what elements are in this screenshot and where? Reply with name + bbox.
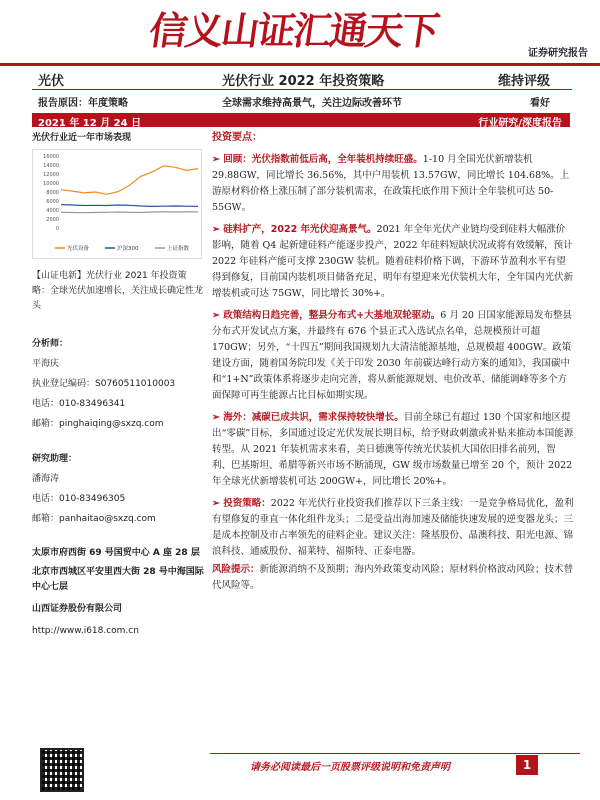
company-name: 山西证券股份有限公司 — [32, 604, 123, 614]
related-report: 【山证电新】光伏行业 2021 年投资策略：全球光伏加速增长，关注成长确定性龙头 — [32, 271, 204, 311]
series-line-沪深300 — [61, 205, 198, 207]
sector-label: 光伏 — [38, 74, 65, 89]
risk-body: 新能源消纳不及预期；海内外政策变动风险；原材料价格波动风险；技术替代风险等。 — [212, 564, 574, 591]
date-band — [32, 113, 570, 127]
rating-label: 维持评级 — [498, 74, 551, 89]
y-tick-label: 10000 — [43, 181, 59, 187]
analyst-name: 平海庆 — [32, 359, 60, 369]
report-date: 2021 年 12 月 24 日 — [38, 118, 142, 129]
report-subtitle: 全球需求维持高景气，关注边际改善环节 — [222, 98, 402, 109]
point-body: 1-10 月全国光伏新增装机 29.88GW，同比增长 36.56%，其中户用装机 13.57GW，同比增长 104.68%。上游原材料价格上涨压制了部分装机需求，在政策托底作用下预计全年装机可达 50-55GW。 — [212, 154, 570, 213]
point-head: 硅料扩产，2022 年光伏迎高景气。 — [223, 224, 377, 235]
point-body: 2022 年光伏行业投资我们推荐以下三条主线：一是竞争格局优化，盈利有望修复的垂直一体化组件龙头；二是受益出海加速及储能快速发展的逆变器龙头；三是成本控制及市占率领先的硅料企业。建议关注：隆基股份、晶澳科技、阳光电源、锦浪科技、通威股份、福莱特、福斯特、正泰电器。 — [212, 498, 574, 557]
point-overseas: ➢ 海外：减碳已成共识，需求保持较快增长。目前全球已有超过 130 个国家和地区提出“零碳”目标，多国通过设定光伏发展长期目标，给予财政刺激或补贴来推动本国能源转型。从 2021 年装机需求来看，美日德澳等传统光伏装机大国依旧排名前列，智利、巴基斯坦、希腊等新兴市场不断涌现，GW 级市场数量已增至 20 个，预计 2022 年全球光伏新增装机可达 200GW+，同比增长 20%+。 — [212, 412, 574, 487]
point-policy: ➢ 政策结构日趋完善，整县分布式+大基地双轮驱动。6 月 20 日国家能源局发布整县分布式开发试点方案，并最终有 676 个县正式入选试点名单，总规模预计可超 170GW；另外，“十四五”期间我国规划九大清洁能源基地，总规模超 400GW。政策建设方面，随着国务院印发《关于印发 2030 年前碳达峰行动方案的通知》，我国碳中和“1+N”政策体系将逐步走向完善，将从新能源规划、电价改革、储能调峰等多个方面保障可再生能源占比目标如期实现。 — [212, 310, 572, 401]
point-strategy: ➢ 投资策略：2022 年光伏行业投资我们推荐以下三条主线：一是竞争格局优化，盈利有望修复的垂直一体化组件龙头；二是受益出海加速及储能快速发展的逆变器龙头；三是成本控制及市占率领先的硅料企业。建议关注：隆基股份、晶澳科技、阳光电源、锦浪科技、通威股份、福莱特、福斯特、正泰电器。 — [212, 498, 574, 557]
assistant-email[interactable]: 邮箱：panhaitao@sxzq.com — [32, 514, 156, 524]
legend-label: 沪深300 — [117, 246, 139, 252]
assistant-name: 潘海涛 — [32, 474, 60, 484]
point-review: ➢ 回顾：光伏指数前低后高，全年装机持续旺盛。1-10 月全国光伏新增装机 29.88GW，同比增长 36.56%，其中户用装机 13.57GW，同比增长 104.68%。上游原材料价格上涨压制了部分装机需求，在政策托底作用下预计全年装机可达 50-55GW。 — [212, 154, 570, 213]
y-tick-label: 12000 — [43, 172, 59, 178]
series-line-上证指数 — [61, 212, 198, 213]
point-head: 回顾：光伏指数前低后高，全年装机持续旺盛。 — [223, 154, 423, 165]
analyst-license: 执业登记编码：S0760511010003 — [32, 379, 176, 389]
y-tick-label: 6000 — [46, 199, 59, 205]
assistant-title: 研究助理： — [32, 454, 78, 464]
legend-label: 上证指数 — [167, 246, 190, 252]
chart-svg — [33, 150, 203, 260]
footer-disclaimer[interactable]: 请务必阅读最后一页股票评级说明和免责声明 — [250, 762, 450, 773]
qr-code — [40, 748, 84, 792]
report-title: 光伏行业 2022 年投资策略 — [222, 74, 385, 89]
left-column — [32, 130, 204, 636]
assistant-phone: 电话：010-83496305 — [32, 494, 126, 504]
chart-title: 光伏行业近一年市场表现 — [32, 133, 132, 143]
footer-rule — [210, 753, 580, 754]
header-divider — [0, 63, 600, 66]
rating-value: 看好 — [530, 98, 550, 109]
brand-subtitle: 证券研究报告 — [528, 48, 588, 59]
point-head: 海外：减碳已成共识，需求保持较快增长。 — [223, 412, 404, 423]
point-silicon: ➢ 硅料扩产，2022 年光伏迎高景气。2021 年全年光伏产业链均受到硅料大幅涨价影响，随着 Q4 起新建硅料产能逐步投产，2022 年硅料短缺状况或将有效缓解，预计 2022 年硅料产能可支撑 230GW 装机。随着硅料价格下调，下游环节盈利水平有望得到修复，目前国内装机项目储备充足，明年有望迎来光伏装机大年，全年国内光伏新增装机或可达 75GW，同比增长 30%+。 — [212, 224, 574, 299]
analyst-email[interactable]: 邮箱：pinghaiqing@sxzq.com — [32, 419, 164, 429]
market-performance-chart — [32, 149, 202, 259]
report-category: 行业研究/深度报告 — [478, 118, 562, 129]
header-rule — [32, 89, 572, 90]
series-line-光伏设备 — [61, 166, 198, 194]
analyst-phone: 电话：010-83496341 — [32, 399, 126, 409]
right-column — [212, 130, 574, 594]
legend-label: 光伏设备 — [67, 246, 90, 252]
point-body: 目前全球已有超过 130 个国家和地区提出“零碳”目标，多国通过设定光伏发展长期目标，给予财政刺激或补贴来推动本国能源转型。从 2021 年装机需求来看，美日德澳等传统光伏装机大国依旧排名前列，智利、巴基斯坦、希腊等新兴市场不断涌现，GW 级市场数量已增至 20 个，预计 2022 年全球光伏新增装机可达 200GW+，同比增长 20%+。 — [212, 412, 574, 487]
report-reason: 报告原因：年度策略 — [38, 98, 128, 109]
page-number: 1 — [516, 755, 538, 775]
point-head: 政策结构日趋完善，整县分布式+大基地双轮驱动。 — [223, 310, 441, 321]
y-tick-label: 8000 — [46, 190, 59, 196]
y-tick-label: 4000 — [46, 208, 59, 214]
section-title: 投资要点： — [212, 132, 262, 143]
y-tick-label: 2000 — [46, 217, 59, 223]
point-body: 2021 年全年光伏产业链均受到硅料大幅涨价影响，随着 Q4 起新建硅料产能逐步投产，2022 年硅料短缺状况或将有效缓解，预计 2022 年硅料产能可支撑 230GW 装机。随着硅料价格下调，下游环节盈利水平有望得到修复，目前国内装机项目储备充足，明年有望迎来光伏装机大年，全年国内光伏新增装机或可达 75GW，同比增长 30%+。 — [212, 224, 574, 299]
address-beijing: 北京市西城区平安里西大街 28 号中海国际中心七层 — [32, 567, 204, 592]
risk-head: 风险提示： — [212, 564, 260, 575]
analyst-title: 分析师： — [32, 339, 69, 349]
brand-slogan: 信义山证汇通天下 — [146, 8, 441, 53]
company-website[interactable]: http://www.i618.com.cn — [32, 626, 139, 636]
y-tick-label: 16000 — [43, 154, 59, 160]
y-tick-label: 14000 — [43, 163, 59, 169]
risk-warning — [212, 562, 574, 594]
y-tick-label: 0 — [55, 226, 59, 232]
point-head: 投资策略： — [223, 498, 271, 509]
point-body: 6 月 20 日国家能源局发布整县分布式开发试点方案，并最终有 676 个县正式入选试点名单，总规模预计可超 170GW；另外，“十四五”期间我国规划九大清洁能源基地，总规模超 400GW。政策建设方面，随着国务院印发《关于印发 2030 年前碳达峰行动方案的通知》，我国碳中和“1+N”政策体系将逐步走向完善，将从新能源规划、电价改革、储能调峰等多个方面保障可再生能源占比目标如期实现。 — [212, 310, 572, 401]
address-taiyuan: 太原市府西街 69 号国贸中心 A 座 28 层 — [32, 548, 200, 558]
